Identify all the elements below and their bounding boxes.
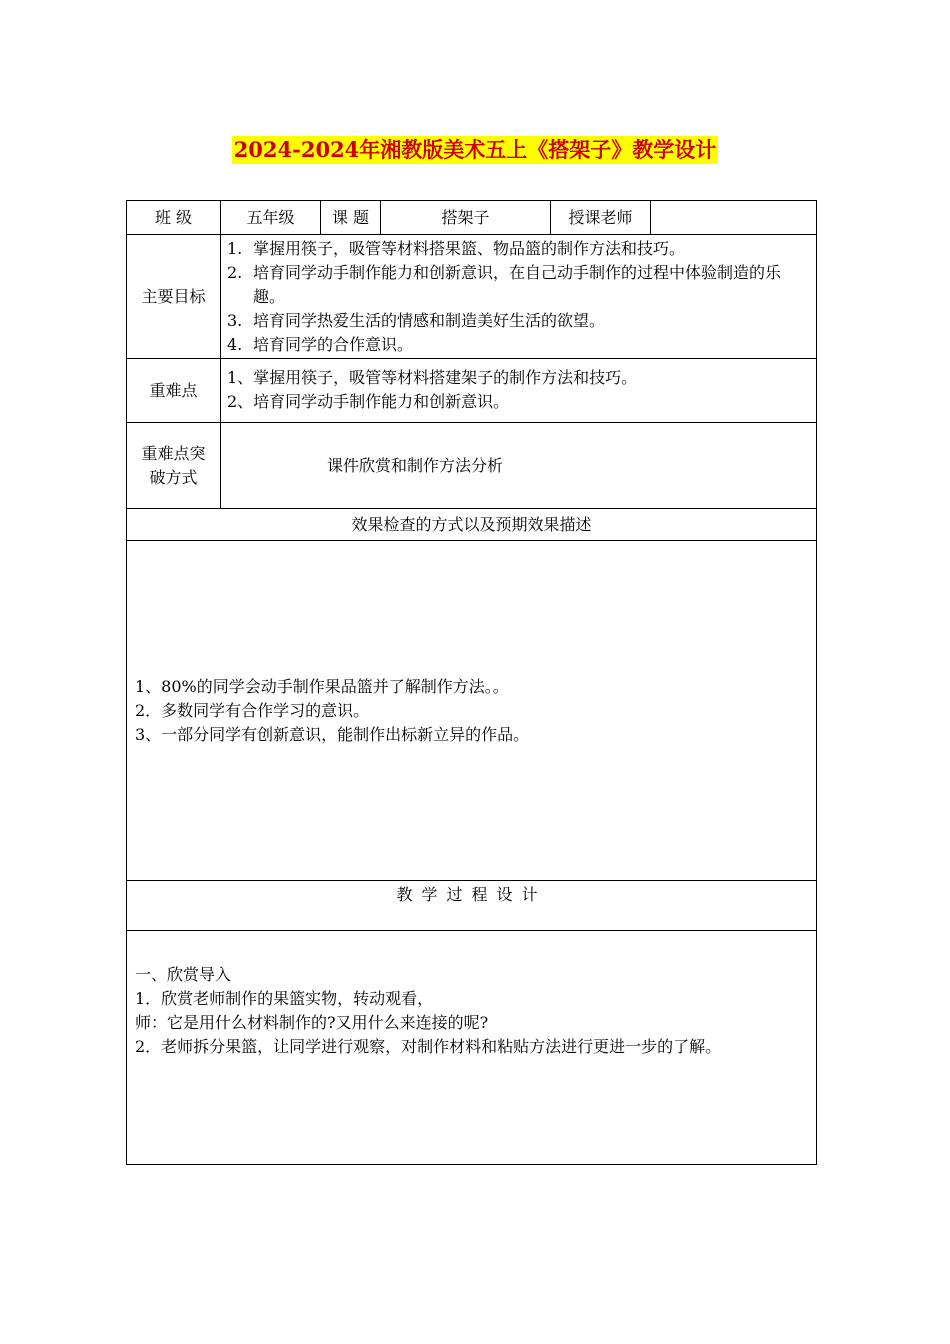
goal-num: 3.: [227, 310, 243, 330]
effect-heading: 效果检查的方式以及预期效果描述: [127, 509, 817, 541]
process-content: [127, 931, 817, 1165]
process-heading: 教学过程设计: [396, 885, 547, 904]
goal-text: 培育同学热爱生活的情感和制造美好生活的欲望。: [253, 310, 606, 330]
goals-list: [227, 237, 810, 357]
effect-line: 2．多数同学有合作学习的意识。: [135, 700, 370, 720]
difficulties-label: 重难点: [127, 359, 221, 423]
goal-text: 培育同学的合作意识。: [253, 334, 414, 354]
goal-text: 掌握用筷子，吸管等材料搭果篮、物品篮的制作方法和技巧。: [253, 238, 686, 258]
difficulties-row: [127, 359, 817, 423]
topic-value: 搭架子: [381, 201, 551, 235]
goals-label: 主要目标: [127, 235, 221, 359]
class-label: 班 级: [127, 201, 221, 235]
effect-content-row: [127, 541, 817, 881]
teacher-label: 授课老师: [551, 201, 651, 235]
title-wrap: [0, 136, 950, 164]
breakthrough-value: 课件欣赏和制作方法分析: [221, 423, 817, 509]
effect-heading-row: [127, 509, 817, 541]
process-line: 1．欣赏老师制作的果篮实物，转动观看，: [135, 989, 434, 1008]
header-row: [127, 201, 817, 235]
goals-cell: [221, 235, 817, 359]
goal-item: [227, 333, 810, 357]
goal-item: [227, 261, 810, 309]
topic-label: 课 题: [321, 201, 381, 235]
difficulty-line: 2、培育同学动手制作能力和创新意识。: [227, 392, 510, 411]
process-heading-row: [127, 881, 817, 931]
effect-line: 1、80%的同学会动手制作果品篮并了解制作方法。。: [135, 676, 509, 696]
lesson-plan-table: [126, 200, 817, 1165]
teacher-value: [651, 201, 817, 235]
effect-content: [127, 541, 817, 881]
process-heading-cell: [127, 881, 817, 931]
breakthrough-row: [127, 423, 817, 509]
process-line: 2．老师拆分果篮，让同学进行观察，对制作材料和粘贴方法进行更进一步的了解。: [135, 1037, 722, 1056]
goal-num: 4.: [227, 334, 243, 354]
breakthrough-label: 重难点突破方式: [127, 423, 221, 509]
process-content-row: [127, 931, 817, 1165]
goal-item: [227, 309, 810, 333]
process-line: 师：它是用什么材料制作的?又用什么来连接的呢?: [135, 1013, 489, 1032]
effect-line: 3、一部分同学有创新意识，能制作出标新立异的作品。: [135, 724, 530, 744]
difficulties-cell: [221, 359, 817, 423]
class-value: 五年级: [221, 201, 321, 235]
goals-row: [127, 235, 817, 359]
document-title: 2024-2024年湘教版美术五上《搭架子》教学设计: [233, 137, 717, 162]
goal-num: 2.: [227, 262, 243, 282]
difficulty-line: 1、掌握用筷子，吸管等材料搭建架子的制作方法和技巧。: [227, 368, 638, 387]
goal-num: 1.: [227, 238, 243, 258]
process-section-title: 一、欣赏导入: [135, 965, 232, 984]
goal-text: 培育同学动手制作能力和创新意识，在自己动手制作的过程中体验制造的乐趣。: [253, 262, 782, 306]
goal-item: [227, 237, 810, 261]
